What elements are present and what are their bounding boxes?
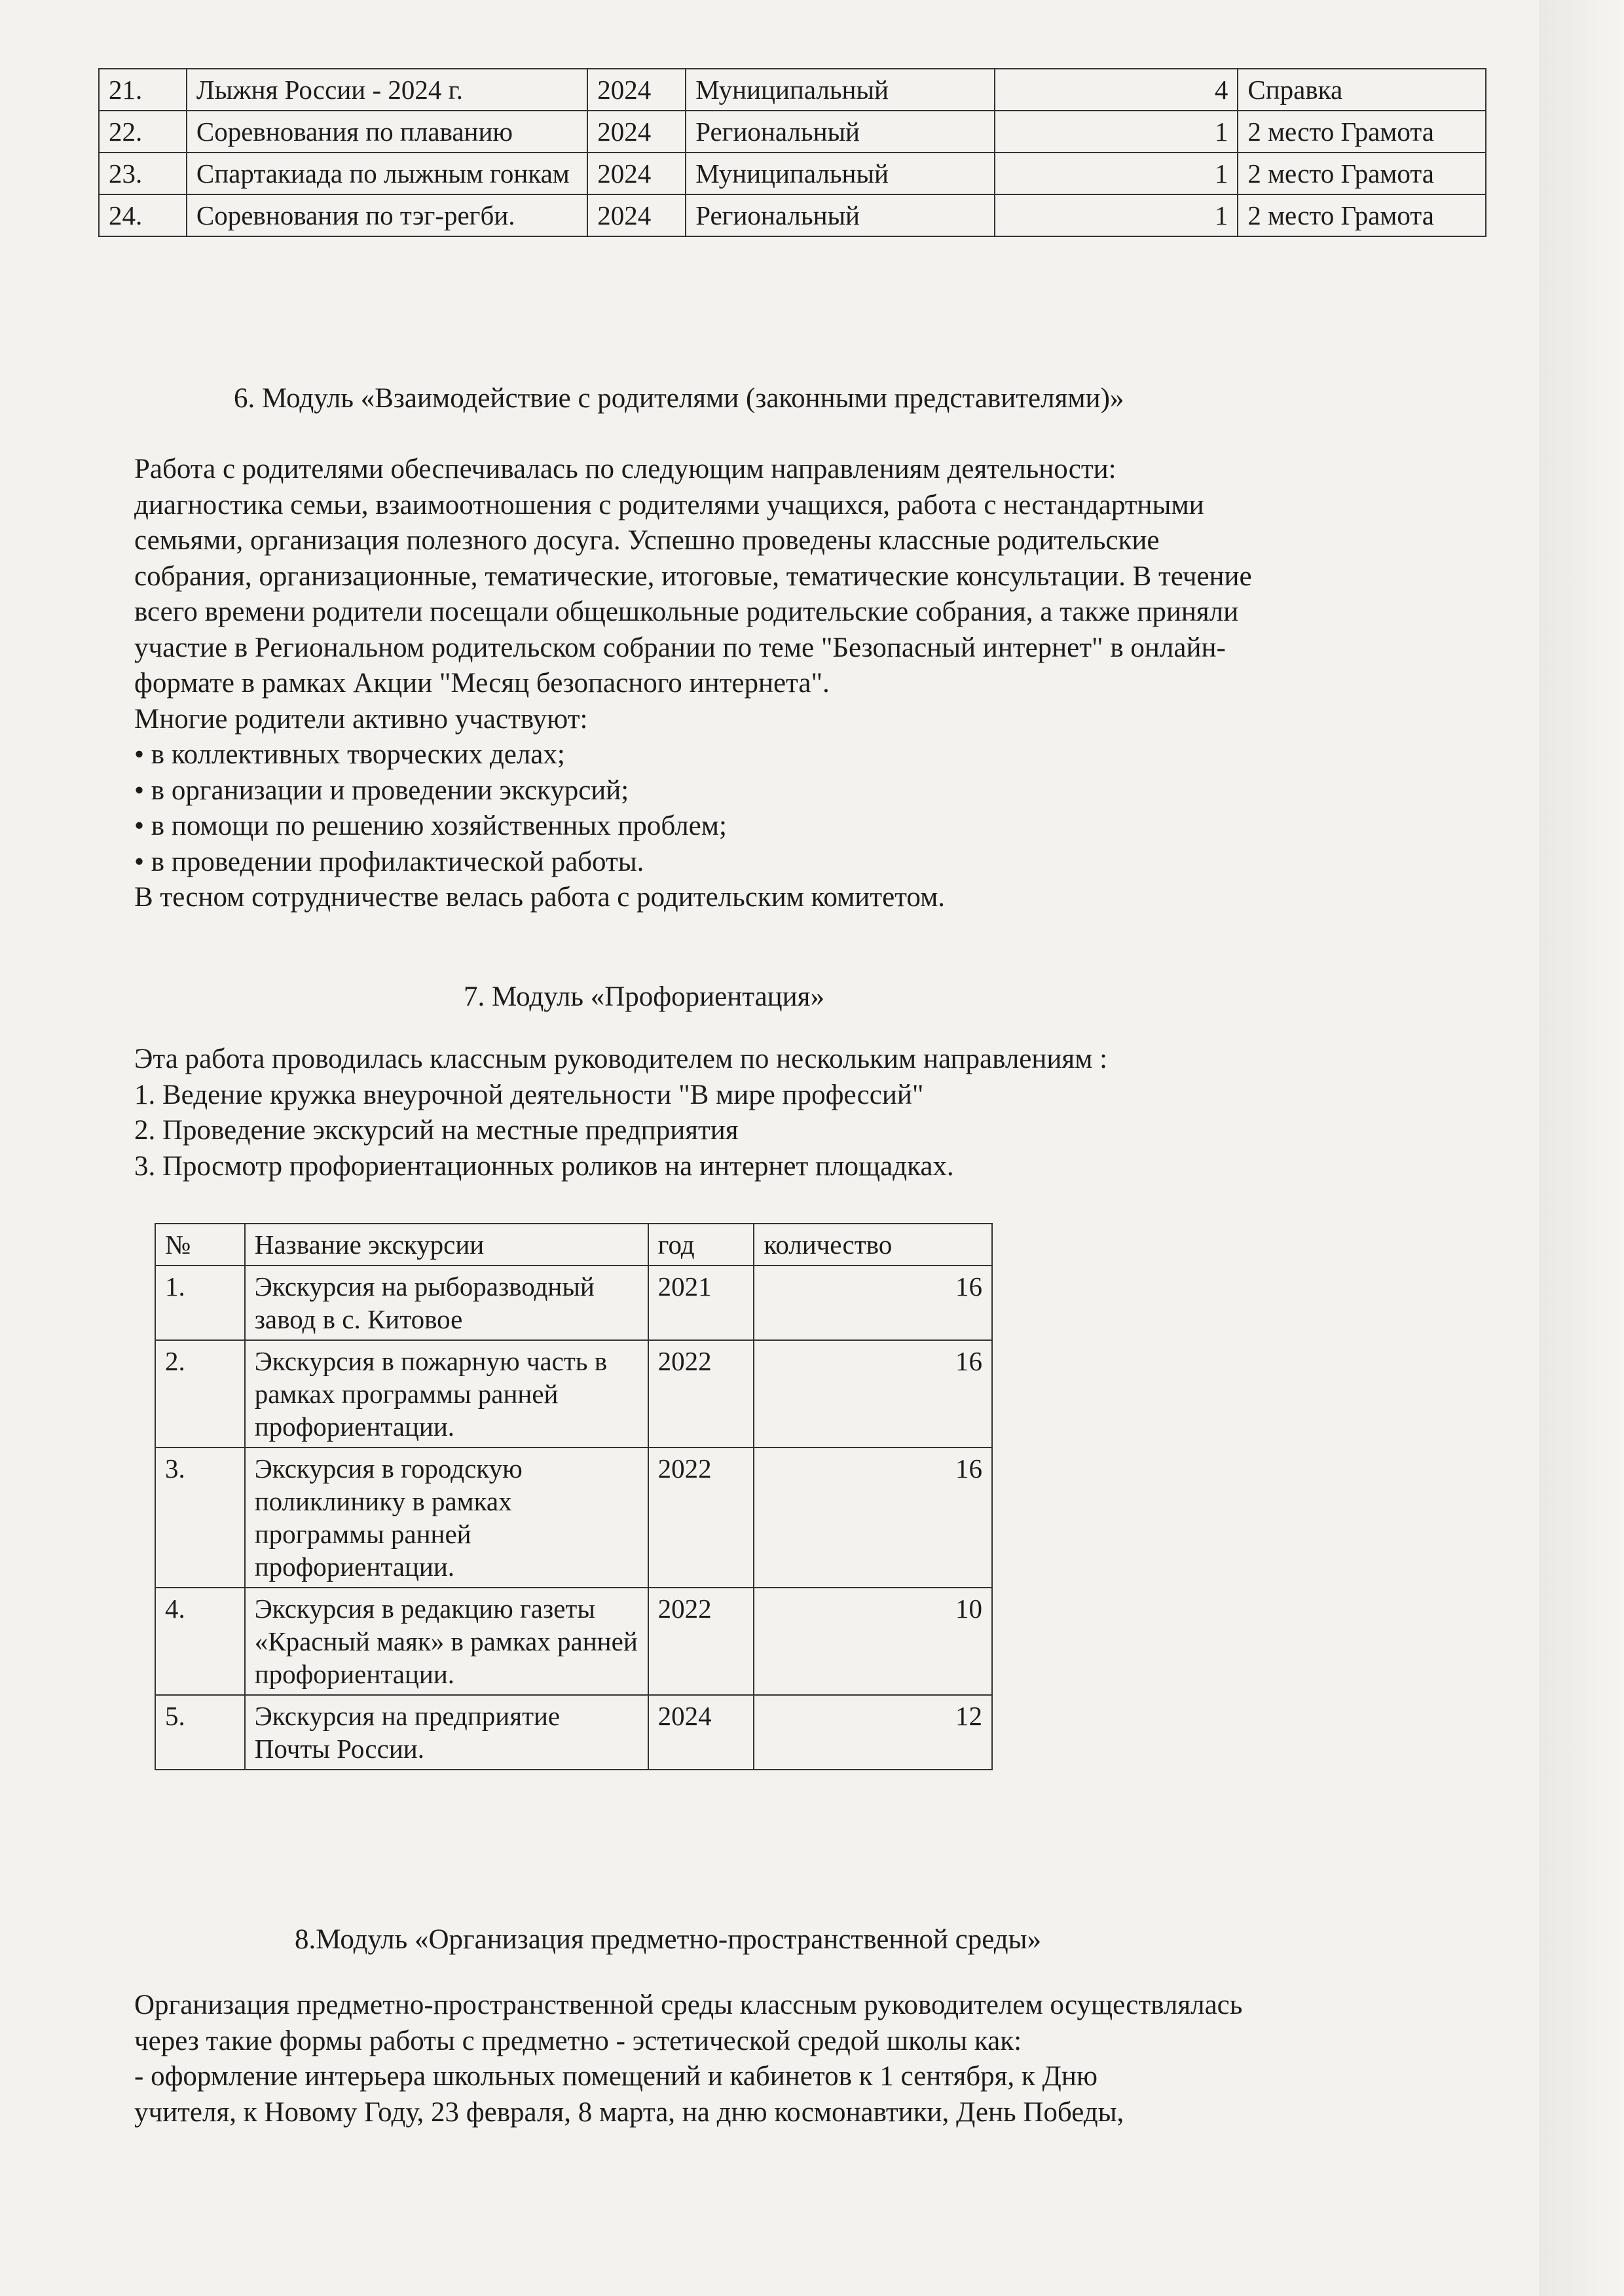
awards-cell: 2024: [587, 69, 686, 111]
awards-cell: Региональный: [686, 194, 995, 236]
module8-text: [134, 1988, 1496, 2130]
excursions-cell: 2.: [155, 1340, 245, 1448]
module7-text: [134, 1042, 1496, 1184]
excursions-cell: 4.: [155, 1588, 245, 1695]
awards-cell: Соревнования по плаванию: [187, 111, 587, 153]
text-line: 2. Проведение экскурсий на местные предприятия: [134, 1115, 739, 1146]
text-line: 1. Ведение кружка внеурочной деятельности "В мире профессий": [134, 1079, 924, 1110]
excursions-cell: Экскурсия в пожарную часть в рамках программы ранней профориентации.: [245, 1340, 648, 1448]
excursions-cell: Экскурсия в городскую поликлинику в рамках программы ранней профориентации.: [245, 1448, 648, 1588]
text-line: • в проведении профилактической работы.: [134, 846, 644, 877]
text-line: • в коллективных творческих делах;: [134, 739, 565, 770]
module7-title: 7. Модуль «Профориентация»: [464, 981, 824, 1012]
excursions-cell: 16: [754, 1340, 992, 1448]
awards-cell: 2 место Грамота: [1238, 194, 1486, 236]
text-line: • в организации и проведении экскурсий;: [134, 774, 629, 806]
text-line: диагностика семьи, взаимоотношения с родителями учащихся, работа с нестандартными: [134, 489, 1204, 520]
awards-cell: 22.: [99, 111, 187, 153]
excursions-cell: 16: [754, 1266, 992, 1340]
excursions-cell: 2024: [648, 1695, 754, 1770]
awards-cell: Региональный: [686, 111, 995, 153]
awards-cell: 1: [995, 111, 1238, 153]
excursions-header-row: [155, 1224, 992, 1266]
excursions-cell: 3.: [155, 1448, 245, 1588]
awards-cell: Справка: [1238, 69, 1486, 111]
excursions-cell: 2021: [648, 1266, 754, 1340]
module6-text: [134, 452, 1496, 916]
awards-cell: Лыжня России - 2024 г.: [187, 69, 587, 111]
excursions-row: [155, 1588, 992, 1695]
awards-cell: 2024: [587, 111, 686, 153]
excursions-cell: 2022: [648, 1588, 754, 1695]
awards-cell: 23.: [99, 153, 187, 194]
text-line: Многие родители активно участвуют:: [134, 703, 588, 735]
text-line: учителя, к Новому Году, 23 февраля, 8 марта, на дню космонавтики, День Победы,: [134, 2096, 1124, 2128]
text-line: Работа с родителями обеспечивалась по следующим направлениям деятельности:: [134, 454, 1116, 484]
excursions-cell: 2022: [648, 1340, 754, 1448]
excursions-cell: 16: [754, 1448, 992, 1588]
awards-cell: 2024: [587, 194, 686, 236]
text-line: собрания, организационные, тематические, итоговые, тематические консультации. В течение: [134, 560, 1252, 592]
awards-row: [99, 194, 1486, 236]
text-line: Организация предметно-пространственной среды классным руководителем осуществлялась: [134, 1990, 1243, 2020]
text-line: Эта работа проводилась классным руководителем по нескольким направлениям :: [134, 1044, 1108, 1074]
excursions-cell: 2022: [648, 1448, 754, 1588]
module8-title: 8.Модуль «Организация предметно-пространственной среды»: [295, 1924, 1041, 1955]
excursions-header-cell: количество: [754, 1224, 992, 1266]
excursions-row: [155, 1340, 992, 1448]
text-line: В тесном сотрудничестве велась работа с родительским комитетом.: [134, 882, 946, 913]
awards-cell: Спартакиада по лыжным гонкам: [187, 153, 587, 194]
awards-cell: 2 место Грамота: [1238, 111, 1486, 153]
awards-table: [98, 68, 1486, 237]
excursions-header-cell: №: [155, 1224, 245, 1266]
awards-cell: 1: [995, 194, 1238, 236]
text-line: 3. Просмотр профориентационных роликов на интернет площадках.: [134, 1150, 954, 1182]
awards-row: [99, 111, 1486, 153]
page-edge-shadow: [1539, 0, 1624, 2296]
awards-row: [99, 153, 1486, 194]
text-line: через такие формы работы с предметно - эстетической средой школы как:: [134, 2025, 1022, 2056]
excursions-cell: 12: [754, 1695, 992, 1770]
excursions-cell: 5.: [155, 1695, 245, 1770]
text-line: семьями, организация полезного досуга. Успешно проведены классные родительские: [134, 525, 1160, 556]
excursions-header-cell: год: [648, 1224, 754, 1266]
excursions-row: [155, 1266, 992, 1340]
awards-cell: Соревнования по тэг-регби.: [187, 194, 587, 236]
excursions-header-cell: Название экскурсии: [245, 1224, 648, 1266]
text-line: участие в Региональном родительском собрании по теме "Безопасный интернет" в онлайн-: [134, 632, 1226, 663]
text-line: формате в рамках Акции "Месяц безопасного интернета".: [134, 668, 830, 699]
excursions-cell: 10: [754, 1588, 992, 1695]
awards-cell: Муниципальный: [686, 69, 995, 111]
text-line: • в помощи по решению хозяйственных проблем;: [134, 811, 727, 841]
awards-cell: 2024: [587, 153, 686, 194]
awards-cell: 4: [995, 69, 1238, 111]
excursions-cell: Экскурсия в редакцию газеты «Красный маяк» в рамках ранней профориентации.: [245, 1588, 648, 1695]
excursions-cell: 1.: [155, 1266, 245, 1340]
excursions-cell: Экскурсия на рыборазводный завод в с. Китовое: [245, 1266, 648, 1340]
awards-cell: 21.: [99, 69, 187, 111]
text-line: всего времени родители посещали общешкольные родительские собрания, а также приняли: [134, 596, 1239, 627]
awards-cell: 1: [995, 153, 1238, 194]
excursions-row: [155, 1695, 992, 1770]
awards-cell: 24.: [99, 194, 187, 236]
module6-title: 6. Модуль «Взаимодействие с родителями (законными представителями)»: [234, 383, 1124, 414]
excursions-table: [155, 1223, 993, 1770]
excursions-row: [155, 1448, 992, 1588]
awards-cell: Муниципальный: [686, 153, 995, 194]
text-line: - оформление интерьера школьных помещений и кабинетов к 1 сентября, к Дню: [134, 2061, 1098, 2092]
awards-cell: 2 место Грамота: [1238, 153, 1486, 194]
excursions-cell: Экскурсия на предприятие Почты России.: [245, 1695, 648, 1770]
awards-row: [99, 69, 1486, 111]
